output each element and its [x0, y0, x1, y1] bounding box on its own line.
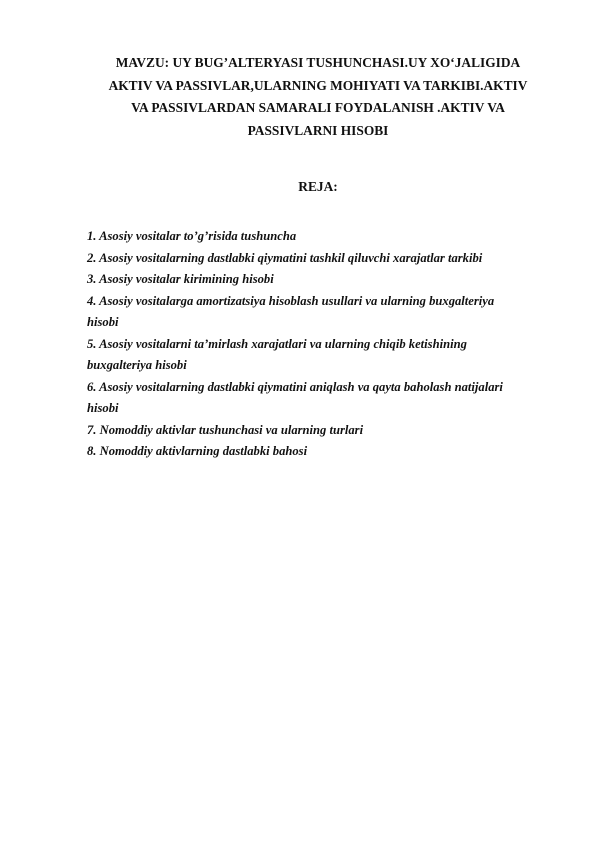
plan-item-text: 1. Asosiy vositalar to’g’risida tushuncha — [87, 229, 297, 243]
plan-heading: REJA: — [298, 179, 338, 194]
plan-item-text: 7. Nomoddiy aktivlar tushunchasi va ularning turlari — [87, 422, 364, 437]
plan-item — [87, 377, 557, 420]
plan-item — [87, 269, 557, 291]
plan-item-text: 3. Asosiy vositalar kirimining hisobi — [87, 272, 274, 286]
plan-item-text-continued: hisobi — [87, 401, 119, 415]
plan-item-text-continued: buxgalteriya hisobi — [87, 358, 187, 372]
plan-item — [87, 441, 557, 463]
document-title — [80, 52, 556, 142]
title-line: PASSIVLARNI HISOBI — [247, 122, 389, 138]
plan-item-text: 5. Asosiy vositalarni ta’mirlash xarajatlari va ularning chiqib ketishining — [87, 336, 467, 351]
plan-item — [87, 334, 557, 377]
plan-item-text: 2. Asosiy vositalarning dastlabki qiymatini tashkil qiluvchi xarajatlar tarkibi — [87, 250, 483, 265]
plan-item-text-continued: hisobi — [87, 315, 119, 329]
title-line: MAVZU: UY BUG’ALTERYASI TUSHUNCHASI.UY XO‘JALIGIDA — [115, 55, 521, 70]
title-line: AKTIV VA PASSIVLAR,ULARNING MOHIYATI VA TARKIBI.AKTIV — [108, 77, 528, 93]
plan-item — [87, 248, 557, 270]
plan-item — [87, 226, 557, 248]
plan-item — [87, 420, 557, 442]
plan-item-text: 8. Nomoddiy aktivlarning dastlabki bahosi — [87, 444, 308, 458]
plan-item-text: 4. Asosiy vositalarga amortizatsiya hisoblash usullari va ularning buxgalteriya — [87, 293, 495, 308]
plan-item — [87, 291, 557, 334]
plan-list — [87, 226, 557, 463]
title-line: VA PASSIVLARDAN SAMARALI FOYDALANISH .AKTIV VA — [131, 100, 505, 115]
plan-item-text: 6. Asosiy vositalarning dastlabki qiymatini aniqlash va qayta baholash natijalari — [87, 379, 503, 394]
